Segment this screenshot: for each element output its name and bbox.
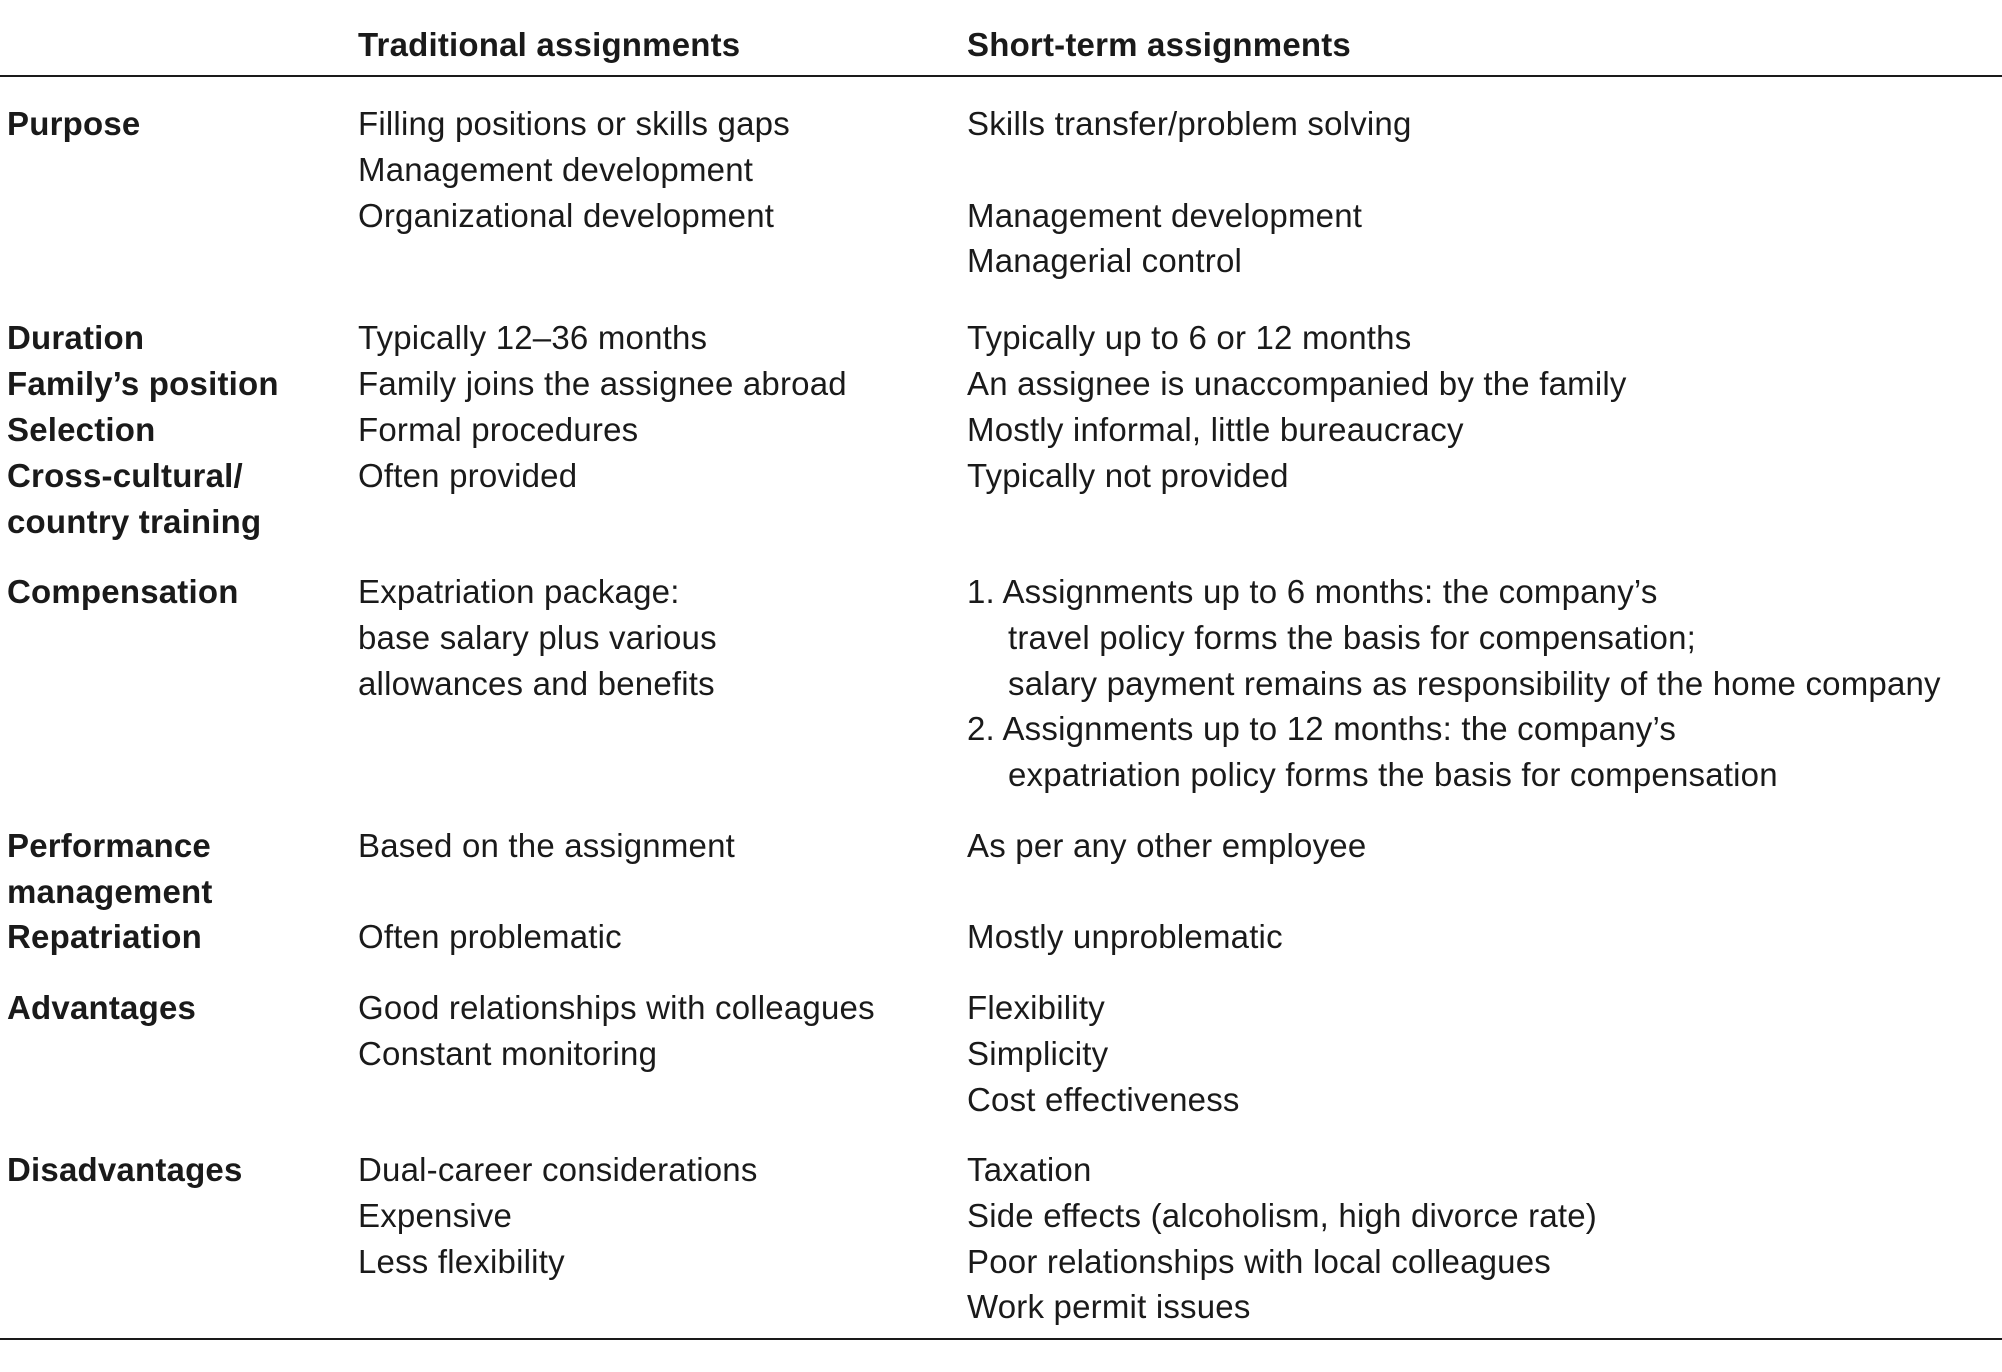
row-label: Cross-cultural/ — [7, 457, 243, 494]
traditional-cell: Good relationships with colleagues — [358, 989, 875, 1026]
traditional-cell: Expensive — [358, 1196, 513, 1234]
short-term-cell: salary payment remains as responsibility of the home company — [1008, 664, 1941, 702]
traditional-cell: Dual-career considerations — [358, 1151, 758, 1188]
traditional-cell: Expatriation package: — [358, 573, 680, 610]
row-label: Purpose — [7, 105, 141, 142]
traditional-cell: Organizational development — [358, 196, 775, 234]
row-label: Selection — [7, 411, 156, 448]
traditional-cell: Filling positions or skills gaps — [358, 105, 790, 142]
traditional-cell: base salary plus various — [358, 618, 717, 656]
short-term-cell: Typically not provided — [967, 457, 1289, 494]
row-label: Advantages — [7, 989, 197, 1026]
short-term-cell: Mostly informal, little bureaucracy — [967, 411, 1464, 448]
short-term-cell: Skills transfer/problem solving — [967, 105, 1412, 142]
short-term-cell: An assignee is unaccompanied by the family — [967, 365, 1627, 402]
row-label: Performance — [7, 827, 211, 864]
short-term-cell: Cost effectiveness — [967, 1080, 1240, 1118]
short-term-cell: Typically up to 6 or 12 months — [967, 319, 1412, 356]
traditional-cell: Management development — [358, 150, 754, 188]
short-term-cell: Simplicity — [967, 1034, 1109, 1072]
row-label: Compensation — [7, 573, 239, 610]
traditional-cell: Family joins the assignee abroad — [358, 365, 847, 402]
traditional-cell: Often problematic — [358, 918, 622, 955]
row-label: management — [7, 872, 213, 910]
traditional-cell: allowances and benefits — [358, 664, 715, 702]
bottom-rule — [0, 1338, 2002, 1340]
row-label: Duration — [7, 319, 145, 356]
row-label: country training — [7, 502, 262, 540]
traditional-cell: Based on the assignment — [358, 827, 736, 864]
row-label: Disadvantages — [7, 1151, 243, 1188]
short-term-cell: Flexibility — [967, 989, 1105, 1026]
header-rule — [0, 75, 2002, 77]
traditional-cell: Typically 12–36 months — [358, 319, 708, 356]
traditional-cell: Often provided — [358, 457, 578, 494]
short-term-cell: Poor relationships with local colleagues — [967, 1242, 1551, 1280]
traditional-cell: Constant monitoring — [358, 1034, 658, 1072]
header-short-term: Short-term assignments — [967, 26, 1351, 63]
short-term-cell: Managerial control — [967, 242, 1243, 280]
short-term-cell: travel policy forms the basis for compensation; — [1008, 618, 1697, 656]
traditional-cell: Formal procedures — [358, 411, 639, 448]
short-term-cell: 1. Assignments up to 6 months: the company’s — [967, 573, 1658, 610]
short-term-cell: Side effects (alcoholism, high divorce rate) — [967, 1196, 1597, 1234]
header-traditional: Traditional assignments — [358, 26, 741, 63]
short-term-cell: Management development — [967, 196, 1363, 234]
row-label: Repatriation — [7, 918, 202, 955]
short-term-cell: Mostly unproblematic — [967, 918, 1283, 955]
short-term-cell: As per any other employee — [967, 827, 1367, 864]
short-term-cell: Work permit issues — [967, 1288, 1251, 1326]
short-term-cell: Taxation — [967, 1151, 1092, 1188]
row-label: Family’s position — [7, 365, 279, 402]
short-term-cell: expatriation policy forms the basis for compensation — [1008, 756, 1778, 794]
short-term-cell: 2. Assignments up to 12 months: the company’s — [967, 710, 1677, 748]
traditional-cell: Less flexibility — [358, 1242, 565, 1280]
